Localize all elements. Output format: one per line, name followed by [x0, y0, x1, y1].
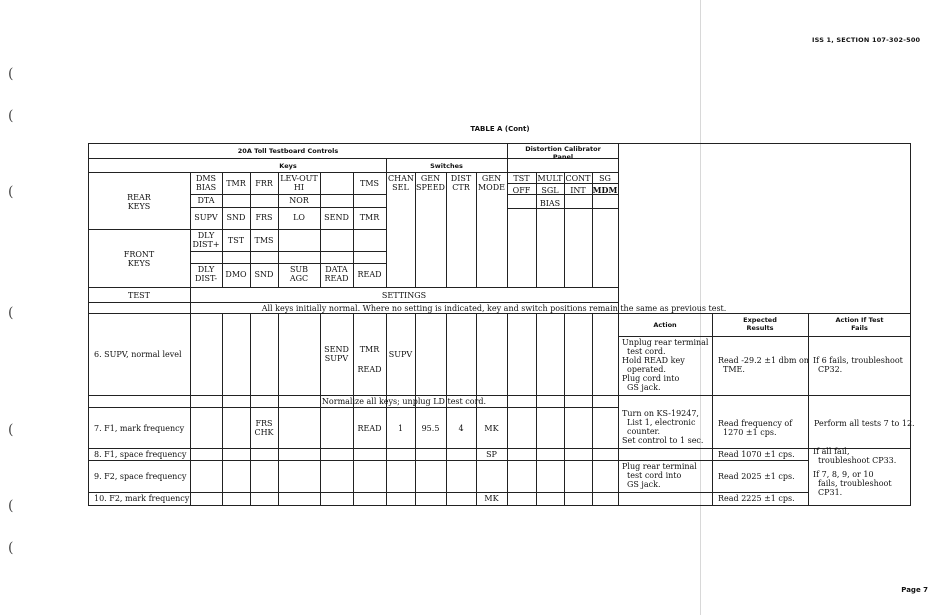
binder-mark: ( — [8, 422, 14, 438]
test9-expected: Read 2025 ±1 cps. — [718, 472, 795, 481]
panel-cont: CONT — [565, 174, 591, 183]
key-tms-2: TMS — [254, 236, 274, 245]
settings-label: SETTINGS — [381, 291, 427, 300]
distortion-panel-label: Distortion Calibrator Panel — [525, 145, 601, 161]
rear-keys-label: REAR KEYS — [127, 193, 151, 211]
panel-sgl: SGL — [541, 186, 559, 195]
test6-name: 6. SUPV, normal level — [94, 350, 182, 359]
test7-action: Turn on KS-19247, List 1, electronic counter. Set control to 1 sec. — [622, 409, 704, 445]
test8-mode: SP — [486, 450, 497, 459]
test7-dist: 4 — [458, 424, 464, 433]
key-sub-agc: SUB AGC — [289, 265, 309, 283]
binder-mark: ( — [8, 184, 14, 200]
front-keys-label: FRONT KEYS — [123, 250, 155, 268]
key-dmo: DMO — [225, 270, 247, 279]
test6-action: Unplug rear terminal test cord. Hold READ key operated. Plug cord into GS jack. — [622, 338, 709, 392]
key-data-read: DATA READ — [324, 265, 349, 283]
table-title: TABLE A (Cont) — [470, 125, 530, 133]
binder-mark: ( — [8, 108, 14, 124]
test7-frs-chk: FRS CHK — [254, 419, 274, 437]
key-dta: DTA — [197, 196, 215, 205]
key-dly-dist-minus: DLY DIST- — [194, 265, 218, 283]
switch-gen-speed: GEN SPEED — [416, 174, 445, 192]
key-tst: TST — [227, 236, 245, 245]
test9-action: Plug rear terminal test cord into GS jack. — [622, 462, 697, 489]
test7-speed: 95.5 — [421, 424, 440, 433]
test7-fail: Perform all tests 7 to 12. — [814, 419, 915, 428]
fail-7-10: If all fail, troubleshoot CP33. If 7, 8, 9, or 10 fails, troubleshoot CP31. — [813, 447, 897, 497]
panel-mult: MULT — [537, 174, 563, 183]
key-tmr: TMR — [226, 179, 246, 188]
col-fail: Action If Test Fails — [835, 316, 884, 332]
test9-name: 9. F2, space frequency — [94, 472, 187, 481]
switch-gen-mode: GEN MODE — [477, 174, 505, 192]
key-lo: LO — [293, 213, 305, 222]
key-tmr-2: TMR — [359, 213, 380, 222]
controls-title: 20A Toll Testboard Controls — [237, 147, 339, 155]
keys-label: Keys — [279, 162, 297, 170]
test6-supv: SUPV — [388, 350, 413, 359]
issue-header: ISS 1, SECTION 107-302-500 — [812, 36, 921, 44]
key-dms-bias: DMS BIAS — [195, 174, 217, 192]
test10-expected: Read 2225 ±1 cps. — [718, 494, 795, 503]
binder-mark: ( — [8, 305, 14, 321]
test-column-label: TEST — [128, 291, 150, 300]
test7-mode: MK — [484, 424, 499, 433]
panel-row-divider — [507, 183, 618, 184]
test10-mode: MK — [484, 494, 499, 503]
panel-tst: TST — [513, 174, 530, 183]
test6-tmr-read: TMR READ — [357, 345, 382, 374]
key-send: SEND — [324, 213, 349, 222]
col-expected: Expected Results — [743, 316, 777, 332]
key-frr: FRR — [255, 179, 273, 188]
test7-expected: Read frequency of 1270 ±1 cps. — [718, 419, 793, 437]
page-number: Page 7 — [901, 586, 928, 594]
key-snd: SND — [226, 213, 246, 222]
binder-mark: ( — [8, 498, 14, 514]
switches-label: Switches — [430, 162, 463, 170]
col-action: Action — [653, 321, 677, 329]
binder-mark: ( — [8, 66, 14, 82]
test10-name: 10. F2, mark frequency — [94, 494, 190, 503]
key-lev-out-hi: LEV-OUT HI — [280, 174, 318, 192]
note-keys-normal: All keys initially normal. Where no setting is indicated, key and switch positions remain the same as previous test. — [261, 304, 727, 313]
test6-fail: If 6 fails, troubleshoot CP32. — [813, 356, 903, 374]
switch-chan-sel: CHAN SEL — [388, 174, 414, 192]
key-supv: SUPV — [194, 213, 218, 222]
key-tms: TMS — [359, 179, 379, 188]
test7-name: 7. F1, mark frequency — [94, 424, 185, 433]
test8-expected: Read 1070 ±1 cps. — [718, 450, 795, 459]
test7-read: READ — [357, 424, 382, 433]
test8-name: 8. F1, space frequency — [94, 450, 187, 459]
key-snd-2: SND — [254, 270, 274, 279]
panel-int: INT — [570, 186, 586, 195]
panel-bias: BIAS — [539, 199, 561, 208]
test7-chan: 1 — [397, 424, 404, 433]
panel-off: OFF — [512, 186, 531, 195]
key-nor: NOR — [289, 196, 309, 205]
key-dly-dist-plus: DLY DIST+ — [192, 231, 220, 249]
binder-mark: ( — [8, 540, 14, 556]
switch-dist-ctr: DIST CTR — [450, 174, 472, 192]
panel-sg: SG — [599, 174, 611, 183]
key-read: READ — [357, 270, 382, 279]
test6-send-supv: SEND SUPV — [324, 345, 349, 363]
normalize-note: Normalize all keys; unplug LD test cord. — [321, 397, 487, 406]
panel-mdm: MDM — [592, 185, 618, 195]
key-frs: FRS — [255, 213, 273, 222]
test6-expected: Read -29.2 ±1 dbm on TME. — [718, 356, 809, 374]
